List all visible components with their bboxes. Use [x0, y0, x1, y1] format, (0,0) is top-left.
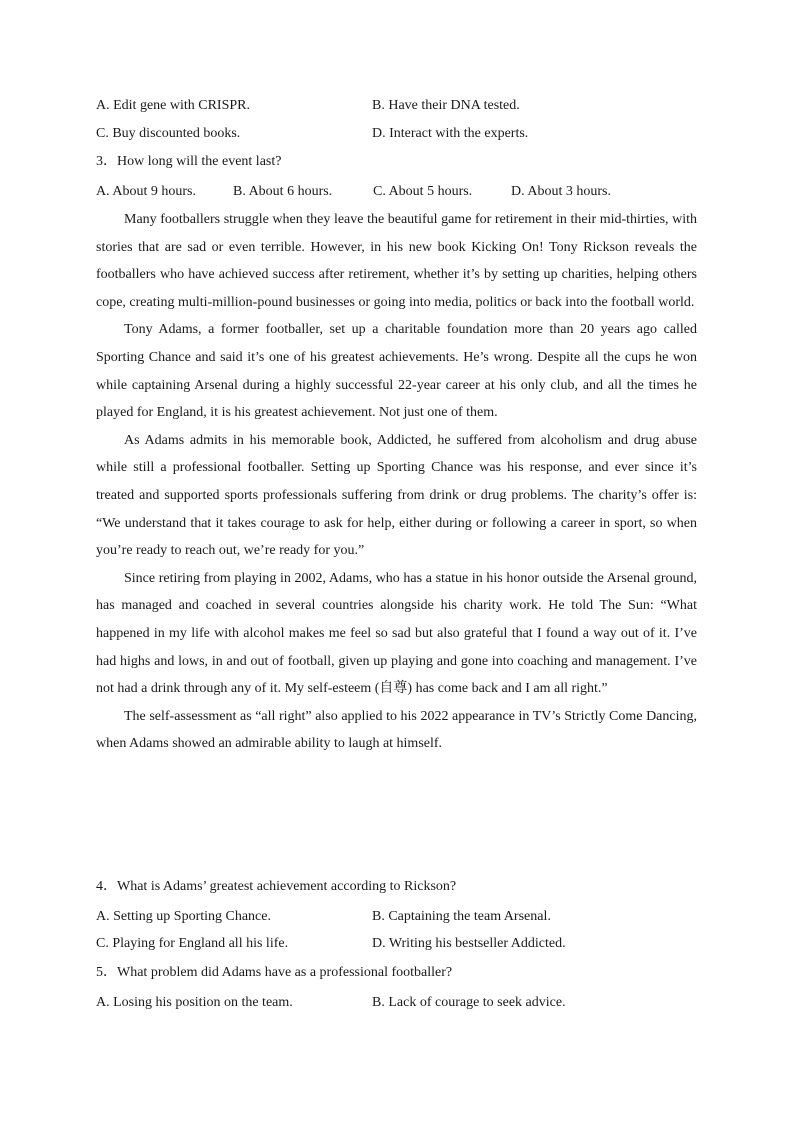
passage-paragraph-5: The self-assessment as “all right” also applied to his 2022 appearance in TV’s Strictly Come Dancing, when Adams showed an admirable ability to laugh at himself.: [96, 708, 697, 752]
passage-paragraph-1: Many footballers struggle when they leave the beautiful game for retirement in their mid-thirties, with stories that are sad or even terrible. However, in his new book Kicking On! Tony Rickson reveals the footballers who have achieved success after retirement, whether it’s by setting up charities, helping others cope, creating multi-million-pound businesses or going into media, politics or back into the football world.: [96, 212, 697, 310]
q5-option-b: B. Lack of courage to seek advice.: [372, 995, 566, 1010]
q2-option-a: A. Edit gene with CRISPR.: [96, 98, 251, 113]
q5-option-a: A. Losing his position on the team.: [96, 995, 293, 1010]
q2-option-c: C. Buy discounted books.: [96, 126, 241, 141]
passage-paragraph-4: Since retiring from playing in 2002, Adams, who has a statue in his honor outside the Arsenal ground, has managed and coached in several countries alongside his charity work. He told The Sun: “What happened in my life with alcohol makes me feel so sad but also grateful that I found a way out of it. I’ve had highs and lows, in and out of football, given up playing and gone into coaching and management. I’ve not had a drink through any of it. My self-esteem (自尊) has come back and I am all right.”: [96, 570, 697, 697]
passage-paragraph-3: As Adams admits in his memorable book, Addicted, he suffered from alcoholism and drug abuse while still a professional footballer. Setting up Sporting Chance was his response, and ever since it’s treated and supported sports professionals suffering from drink or drug problems. The charity’s offer is: “We understand that it takes courage to ask for help, either during or following a career in sport, so when you’re ready to reach out, we’re ready for you.”: [96, 432, 697, 559]
q4-option-d: D. Writing his bestseller Addicted.: [372, 936, 566, 951]
passage-paragraph-2: Tony Adams, a former footballer, set up a charitable foundation more than 20 years ago called Sporting Chance and said it’s one of his greatest achievements. He’s wrong. Despite all the cups he won while captaining Arsenal during a highly successful 22-year career at his only club, and all the times he played for England, it is his greatest achievement. Not just one of them.: [96, 322, 697, 421]
q4-option-b: B. Captaining the team Arsenal.: [372, 909, 551, 924]
q4-question: 4．What is Adams’ greatest achievement according to Rickson?: [96, 879, 457, 894]
q4-option-c: C. Playing for England all his life.: [96, 936, 289, 951]
q3-option-d: D. About 3 hours.: [511, 184, 611, 199]
q2-option-b: B. Have their DNA tested.: [372, 98, 520, 113]
q3-option-a: A. About 9 hours.: [96, 184, 196, 199]
q3-option-b: B. About 6 hours.: [233, 184, 333, 199]
reading-passage: [96, 206, 697, 758]
q3-question: 3．How long will the event last?: [96, 154, 282, 169]
q3-option-c: C. About 5 hours.: [373, 184, 473, 199]
q4-option-a: A. Setting up Sporting Chance.: [96, 909, 271, 924]
q2-option-d: D. Interact with the experts.: [372, 126, 529, 141]
q5-question: 5．What problem did Adams have as a professional footballer?: [96, 965, 453, 980]
